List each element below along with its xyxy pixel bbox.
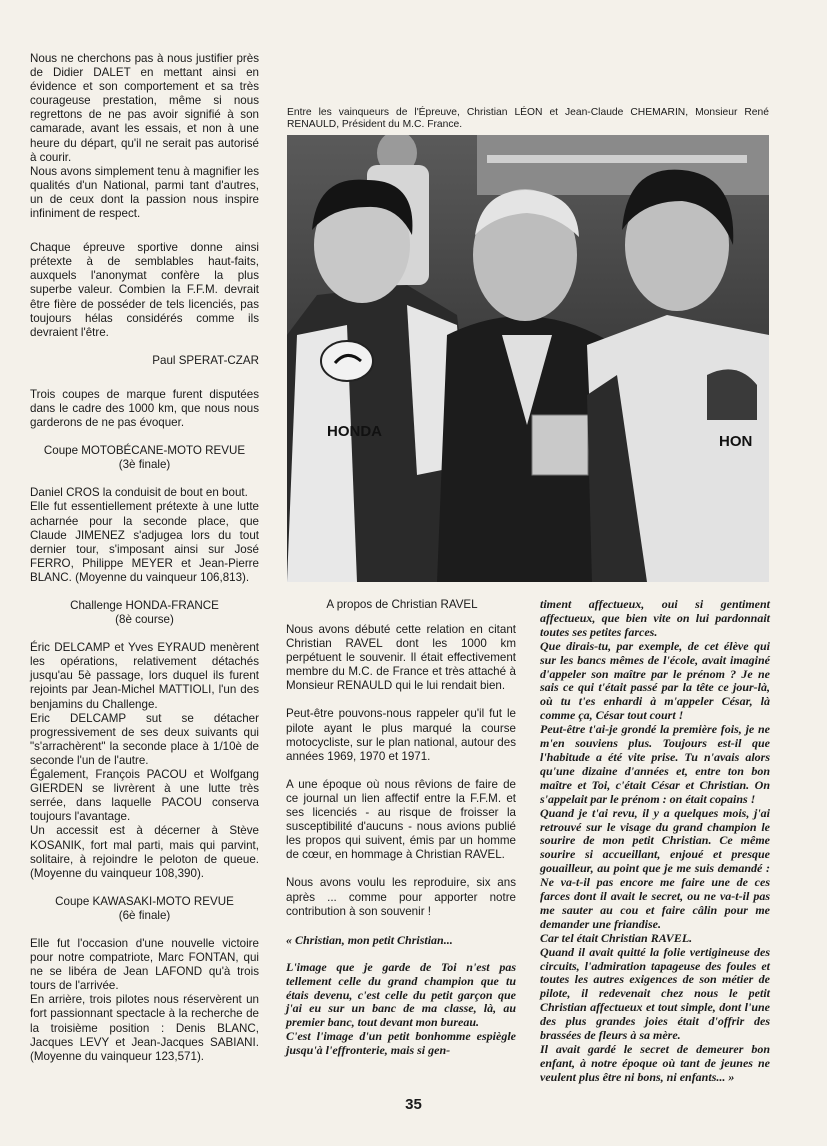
paragraph: En arrière, trois pilotes nous réservèrent un fort passionnant spectacle à la recherche de la troisième position : Denis BLANC, Jacques LEVY et Jean-Jacques SABIANI. (Moyenne du vainqueur 123,571).	[30, 993, 259, 1063]
quote-paragraph: Peut-être t'ai-je grondé la première fois, je ne m'en souviens plus. Toujours est-il que l'habitude a été vite prise. Tu n'avais alors qu'une dizaine d'années et, entre ton bon maître et Toi, c'était César et Christian. On s'appelait par le prénom : on était copains !	[540, 722, 770, 806]
section-subheading: (8è course)	[115, 613, 174, 627]
middle-heading-wrap	[287, 598, 517, 612]
photo	[287, 135, 769, 582]
photo-illustration	[287, 135, 769, 582]
left-column	[30, 52, 259, 1064]
paragraph: Trois coupes de marque furent disputées dans le cadre des 1000 km, que nous nous garderons de ne pas évoquer.	[30, 387, 259, 430]
middle-column	[286, 623, 516, 1058]
quote-title: « Christian, mon petit Christian...	[286, 932, 453, 947]
paragraph: Nous ne cherchons pas à nous justifier près de Didier DALET en mettant ainsi en évidence et son comportement et sa très courageuse prestation, même si nous regrettons de ne pas avoir signifié à son camarade, avant les essais, et non à une heure du départ, qu'il ne serait pas autorisé à courir.	[30, 52, 259, 164]
paragraph: Un accessit est à décerner à Stève KOSANIK, fort mal parti, mais qui parvint, solitaire, à rejoindre le peloton de queue. (Moyenne du vainqueur 108,390).	[30, 824, 259, 880]
paragraph: Peut-être pouvons-nous rappeler qu'il fut le pilote ayant le plus marqué la course motocycliste, sur le plan national, autour des années 1969, 1970 et 1971.	[286, 707, 516, 763]
quote-paragraph: Quand je t'ai revu, il y a quelques mois, j'ai retrouvé sur le visage du grand champion le sourire de mon petit Christian. Ce même sourire si accueillant, enjoué et presque gouailleur, au point que je me suis demandé : Ne va-t-il pas encore me faire une de ces farces dont il avait le secret, ou ne va-t-il pas me sauter au cou et faire câlin pour me demander une friandise.	[540, 805, 770, 931]
paragraph: Nous avons simplement tenu à magnifier les qualités d'un National, parmi tant d'autres, un de ceux dont la passion nous inspire infiniment de respect.	[30, 164, 259, 221]
section-subheading: (3è finale)	[118, 458, 171, 472]
quote-paragraph: L'image que je garde de Toi n'est pas tellement celle du grand champion que tu étais devenu, c'est celle du petit garçon que j'ai eu sur un banc de ma classe, là, au premier banc, tout devant mon bureau.	[286, 959, 516, 1030]
paragraph: Eric DELCAMP sut se détacher progressivement de ses deux suivants qui "s'arrachèrent" la seconde place à 1/10è de seconde l'un de l'autre.	[30, 711, 259, 767]
jacket-text-left: HONDA	[327, 423, 382, 440]
quote-paragraph: Quand il avait quitté la folie vertigineuse des circuits, l'admiration tapageuse des foules et toutes les autres exigences de son métier de pilote, il redevenait chez nous le petit Christian affectueux et tout simple, dont l'une des plus grandes joies était d'offrir des brassées de fleurs à sa mère.	[540, 944, 770, 1043]
section-heading: Challenge HONDA-FRANCE	[70, 599, 219, 612]
paragraph: Elle fut essentiellement prétexte à une lutte acharnée pour la seconde place, que Claude JIMENEZ s'adjugea lors du tout dernier tour, s'imposant ainsi sur José FERRO, Philippe MEYER et Jean-Pierre BLANC. (Moyenne du vainqueur 106,813).	[30, 500, 259, 584]
quote-paragraph: Il avait gardé le secret de demeurer bon enfant, à notre époque où tant de jeunes ne veulent plus être ni bons, ni enfants... »	[540, 1042, 770, 1084]
quote-paragraph: C'est l'image d'un petit bonhomme espiègle jusqu'à l'effronterie, mais si gen-	[286, 1029, 516, 1058]
quote-paragraph: timent affectueux, oui si gentiment affectueux, que bien vite on lui pardonnait toutes ses petites farces.	[540, 597, 770, 639]
paragraph: Nous avons débuté cette relation en citant Christian RAVEL dont les 1000 km perpétuent le souvenir. Il était effectivement membre du M.C. de France et très attaché à Monsieur RENAULD qui le lui rendait bien.	[286, 623, 516, 693]
paragraph: Éric DELCAMP et Yves EYRAUD menèrent les opérations, relativement détachés jusqu'au 5è passage, lors duquel ils furent rejoints par Jean-Michel MATTIOLI, l'un des benjamins du Challenge.	[30, 641, 259, 711]
section-heading: Coupe MOTOBÉCANE-MOTO REVUE	[43, 444, 246, 458]
jacket-text-right: HON	[719, 433, 753, 450]
page-number: 35	[405, 1096, 422, 1113]
paragraph: Nous avons voulu les reproduire, six ans après ... comme pour apporter notre contribution à son souvenir !	[286, 876, 516, 918]
quote-paragraph: Car tel était Christian RAVEL.	[540, 930, 693, 945]
photo-caption: Entre les vainqueurs de l'Épreuve, Christian LÉON et Jean-Claude CHEMARIN, Monsieur René RENAULD, Président du M.C. France.	[287, 107, 769, 131]
paragraph: Également, François PACOU et Wolfgang GIERDEN se livrèrent à une lutte très serrée, dans laquelle PACOU conserva toujours l'avantage.	[30, 768, 259, 824]
section-heading: Coupe KAWASAKI-MOTO REVUE	[55, 894, 234, 908]
signature: Paul SPERAT-CZAR	[152, 353, 259, 367]
quote-paragraph: Que dirais-tu, par exemple, de cet élève qui sur les bancs mêmes de l'école, avait imaginé d'appeler son maître par le prénom ? Je ne sais ce qui t'était passé par la tête ce jour-là, où tu t'es enhardi à m'appeler César, là comme ça, César tout court !	[540, 638, 770, 723]
article-heading: A propos de Christian RAVEL	[326, 598, 478, 611]
right-column	[540, 598, 770, 1085]
section-subheading: (6è finale)	[118, 908, 171, 922]
paragraph: Elle fut l'occasion d'une nouvelle victoire pour notre compatriote, Marc FONTAN, qui ne se libéra de Jean LAFOND qu'à trois tours de l'arrivée.	[30, 936, 259, 993]
paragraph: Chaque épreuve sportive donne ainsi prétexte à de semblables haut-faits, auxquels l'anonymat confère la plus superbe valeur. Combien la F.F.M. devrait être fière de posséder de tels licenciés, pas toujours hélas considérés comme ils devraient l'être.	[30, 241, 259, 339]
paragraph: Daniel CROS la conduisit de bout en bout.	[30, 486, 248, 500]
paragraph: A une époque où nous rêvions de faire de ce journal un lien affectif entre la F.F.M. et ses licenciés - au risque de froisser la susceptibilité d'aucuns - nous avions publié les propos qui suivent, émis par un homme de cœur, en hommage à Christian RAVEL.	[286, 777, 516, 862]
